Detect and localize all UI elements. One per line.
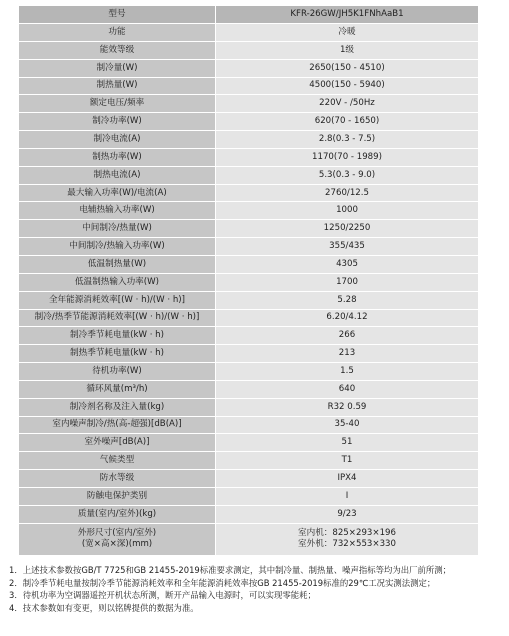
spec-row	[19, 113, 479, 131]
spec-row	[19, 166, 479, 184]
spec-label: 制冷/热季节能源消耗效率[(W · h)/(W · h)]	[19, 309, 216, 327]
spec-value: 1000	[216, 202, 479, 220]
spec-row	[19, 416, 479, 434]
spec-label: 中间制冷/热输入功率(W)	[19, 238, 216, 256]
spec-value: I	[216, 487, 479, 505]
spec-value: 5.3(0.3 - 9.0)	[216, 166, 479, 184]
dimension-section	[19, 523, 479, 555]
dimension-value	[216, 523, 479, 555]
spec-row	[19, 380, 479, 398]
dimension-label	[19, 523, 216, 555]
spec-label: 室内噪声制冷/热(高-超强)[dB(A)]	[19, 416, 216, 434]
spec-label: 气候类型	[19, 452, 216, 470]
spec-label: 制冷电流(A)	[19, 131, 216, 149]
spec-row	[19, 77, 479, 95]
spec-row	[19, 309, 479, 327]
spec-row	[19, 291, 479, 309]
dimension-outdoor: 室外机：732×553×330	[298, 539, 396, 550]
spec-table-body	[19, 6, 479, 524]
spec-row	[19, 363, 479, 381]
spec-value: 5.28	[216, 291, 479, 309]
spec-row	[19, 452, 479, 470]
spec-label: 质量(室内/室外)(kg)	[19, 505, 216, 523]
spec-label: 全年能源消耗效率[(W · h)/(W · h)]	[19, 291, 216, 309]
spec-value: 640	[216, 380, 479, 398]
spec-label: 防水等级	[19, 470, 216, 488]
spec-label: 中间制冷/热量(W)	[19, 220, 216, 238]
spec-label: 制热量(W)	[19, 77, 216, 95]
spec-value: 2760/12.5	[216, 184, 479, 202]
spec-row	[19, 24, 479, 42]
spec-row	[19, 398, 479, 416]
spec-row	[19, 327, 479, 345]
spec-row	[19, 505, 479, 523]
spec-value: 51	[216, 434, 479, 452]
spec-value: 266	[216, 327, 479, 345]
dimension-label-line1: 外形尺寸(室内/室外)	[77, 527, 157, 538]
spec-label: 制冷功率(W)	[19, 113, 216, 131]
spec-label: 循环风量(m³/h)	[19, 380, 216, 398]
spec-row	[19, 202, 479, 220]
spec-label: 低温制热输入功率(W)	[19, 273, 216, 291]
spec-value: 1级	[216, 41, 479, 59]
spec-row	[19, 487, 479, 505]
footnotes	[9, 564, 499, 614]
dimension-indoor: 室内机：825×293×196	[298, 527, 396, 538]
spec-row	[19, 220, 479, 238]
spec-value: 1250/2250	[216, 220, 479, 238]
spec-label: 功能	[19, 24, 216, 42]
spec-row	[19, 148, 479, 166]
spec-label: 电辅热输入功率(W)	[19, 202, 216, 220]
spec-value: 4500(150 - 5940)	[216, 77, 479, 95]
spec-value: IPX4	[216, 470, 479, 488]
spec-value: T1	[216, 452, 479, 470]
model-value: KFR-26GW/JH5K1FNhAaB1	[216, 6, 479, 24]
spec-value: 1700	[216, 273, 479, 291]
spec-label: 制热电流(A)	[19, 166, 216, 184]
spec-row	[19, 470, 479, 488]
spec-value: 355/435	[216, 238, 479, 256]
spec-label: 防触电保护类别	[19, 487, 216, 505]
spec-value: 220V - /50Hz	[216, 95, 479, 113]
spec-value: R32 0.59	[216, 398, 479, 416]
spec-row	[19, 434, 479, 452]
spec-value: 213	[216, 345, 479, 363]
spec-label: 制热季节耗电量(kW · h)	[19, 345, 216, 363]
spec-label: 低温制热量(W)	[19, 255, 216, 273]
spec-row	[19, 59, 479, 77]
spec-row	[19, 41, 479, 59]
spec-label: 制冷季节耗电量(kW · h)	[19, 327, 216, 345]
spec-label: 能效等级	[19, 41, 216, 59]
spec-label: 制冷量(W)	[19, 59, 216, 77]
spec-value: 6.20/4.12	[216, 309, 479, 327]
spec-row	[19, 95, 479, 113]
spec-row	[19, 238, 479, 256]
footnote: 3．待机功率为空调器遥控开机状态所测，断开产品输入电源时，可以实现零能耗；	[9, 590, 316, 601]
dimension-row	[19, 523, 479, 555]
spec-value: 1170(70 - 1989)	[216, 148, 479, 166]
spec-row	[19, 184, 479, 202]
spec-value: 2650(150 - 4510)	[216, 59, 479, 77]
model-row	[19, 6, 479, 24]
spec-value: 620(70 - 1650)	[216, 113, 479, 131]
spec-row	[19, 345, 479, 363]
spec-row	[19, 273, 479, 291]
footnote: 1．上述技术参数按GB/T 7725和GB 21455-2019标准要求测定，其中制冷量、制热量、噪声指标等均为出厂前所测；	[9, 565, 451, 575]
spec-value: 冷暖	[216, 24, 479, 42]
model-label: 型号	[19, 6, 216, 24]
dimension-label-line2: (宽×高×深)(mm)	[81, 539, 153, 550]
spec-value: 35-40	[216, 416, 479, 434]
spec-row	[19, 255, 479, 273]
spec-row	[19, 131, 479, 149]
footnote: 4．技术参数如有变更，则以铭牌提供的数据为准。	[9, 602, 199, 613]
spec-label: 制热功率(W)	[19, 148, 216, 166]
spec-value: 1.5	[216, 363, 479, 381]
spec-label: 额定电压/频率	[19, 95, 216, 113]
spec-label: 待机功率(W)	[19, 363, 216, 381]
spec-value: 9/23	[216, 505, 479, 523]
spec-value: 4305	[216, 255, 479, 273]
spec-label: 室外噪声[dB(A)]	[19, 434, 216, 452]
spec-label: 最大输入功率(W)/电流(A)	[19, 184, 216, 202]
spec-table	[18, 5, 479, 556]
footnote: 2．制冷季节耗电量按制冷季节能源消耗效率和全年能源消耗效率按GB 21455-2019标准的29℃工况实测法测定；	[9, 577, 436, 588]
spec-value: 2.8(0.3 - 7.5)	[216, 131, 479, 149]
spec-label: 制冷剂名称及注入量(kg)	[19, 398, 216, 416]
